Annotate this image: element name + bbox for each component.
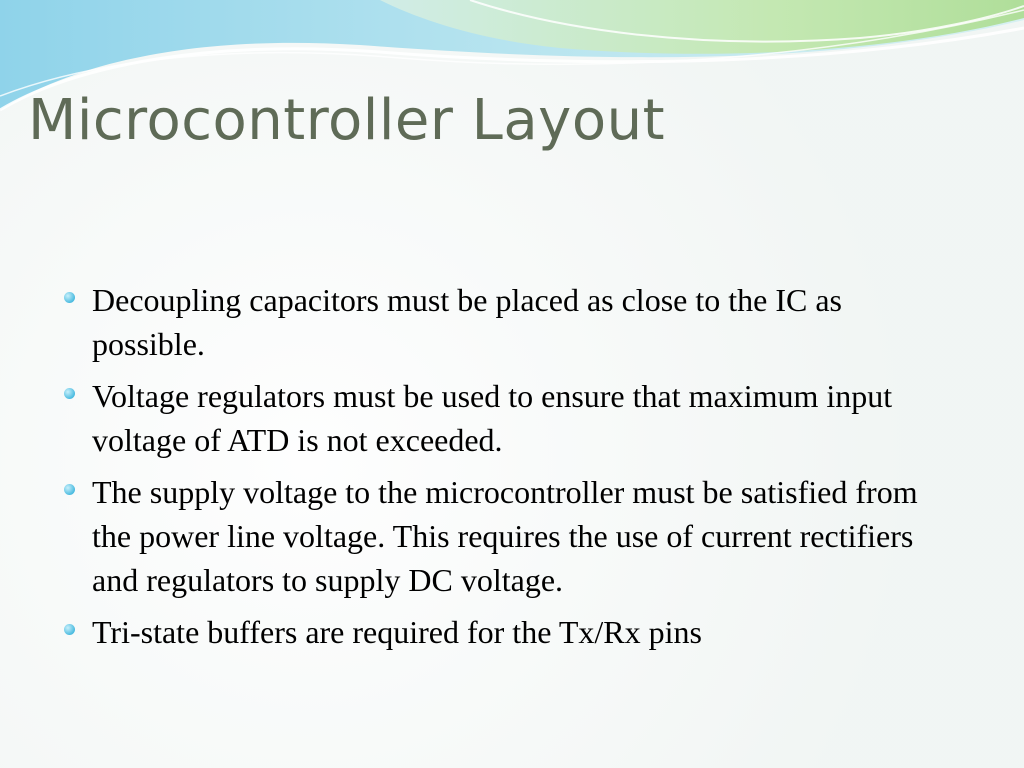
bullet-item <box>62 374 962 462</box>
bullet-text: Voltage regulators must be used to ensure that maximum input voltage of ATD is not exceeded. <box>92 378 893 458</box>
bullet-text: Tri-state buffers are required for the Tx/Rx pins <box>92 614 702 650</box>
bullet-item <box>62 470 962 602</box>
bullet-list <box>62 278 962 662</box>
slide-title: Microcontroller Layout <box>28 88 666 153</box>
bullet-dot-icon <box>64 292 75 303</box>
bullet-item <box>62 610 962 654</box>
bullet-dot-icon <box>64 624 75 635</box>
bullet-dot-icon <box>64 388 75 399</box>
bullet-text: The supply voltage to the microcontroller must be satisfied from the power line voltage. This requires the use of current rectifiers and regulators to supply DC voltage. <box>92 474 918 598</box>
bullet-text: Decoupling capacitors must be placed as close to the IC as possible. <box>92 282 842 362</box>
bullet-dot-icon <box>64 484 75 495</box>
bullet-item <box>62 278 962 366</box>
